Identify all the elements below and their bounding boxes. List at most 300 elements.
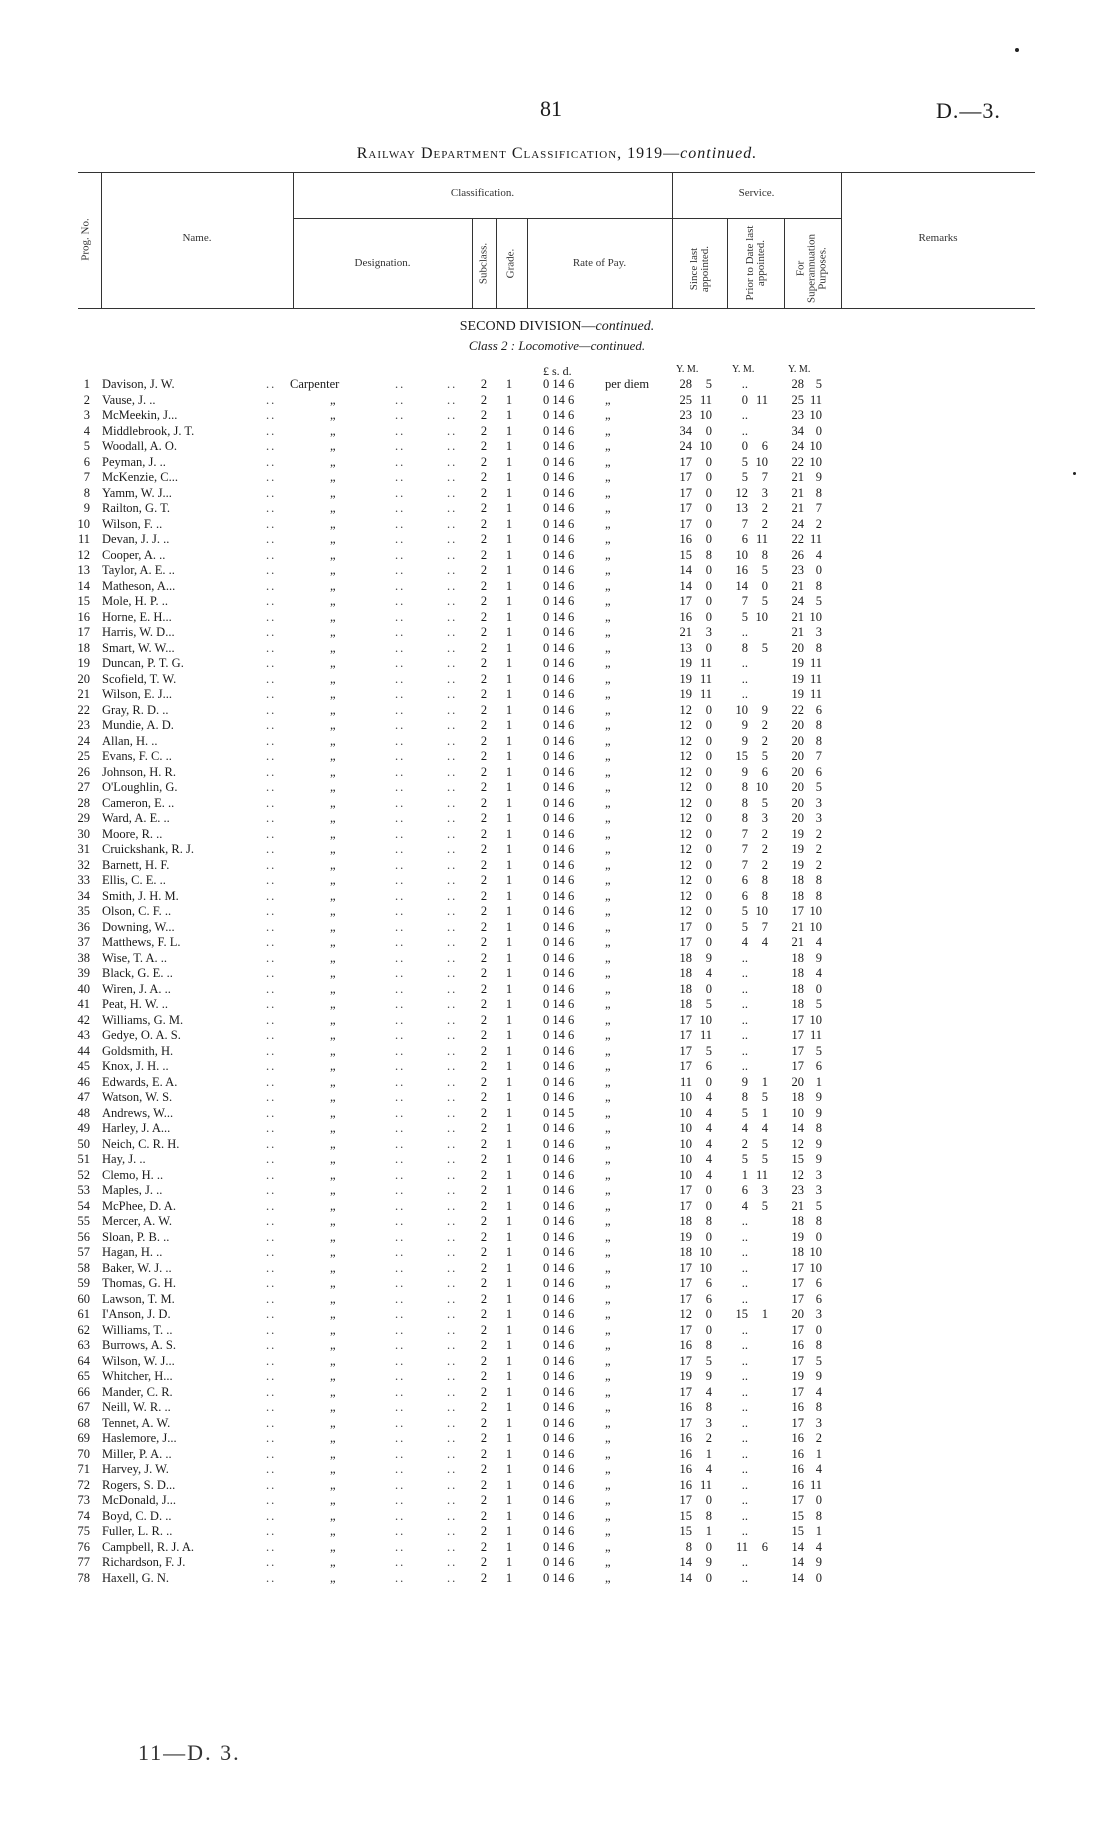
prior-years: 5 [741, 919, 748, 934]
prog-no: 8 [83, 485, 90, 500]
staff-name: Peat, H. W. .. [102, 997, 168, 1011]
subclass: 2 [480, 1353, 488, 1368]
staff-name: Barnett, H. F. [102, 857, 170, 872]
prior-years: 12 [735, 485, 748, 500]
grade: 1 [505, 1446, 513, 1461]
rate-of-pay: 0 14 6 [543, 1477, 575, 1492]
rate-of-pay: 0 14 6 [543, 795, 575, 810]
prior-years: 9 [741, 1074, 748, 1089]
prior-months: 8 [761, 547, 768, 562]
staff-name: Richardson, F. J. [102, 1555, 186, 1569]
staff-name: McDonald, J... [102, 1493, 176, 1507]
staff-name: Baker, W. J. .. [102, 1260, 172, 1275]
super-months: 8 [815, 1121, 822, 1135]
leader-dots: .. [266, 826, 277, 841]
leader-dots: .. [447, 966, 458, 980]
section-main: SECOND DIVISION— [459, 319, 596, 334]
leader-dots: .. [447, 919, 458, 934]
prior-months: 11 [755, 392, 768, 407]
prog-no: 26 [77, 764, 90, 779]
prog-no: 68 [77, 1415, 90, 1430]
prog-no: 71 [77, 1462, 90, 1476]
since-months: 4 [705, 1105, 712, 1120]
super-years: 21 [791, 1198, 804, 1213]
table-row [0, 563, 1114, 579]
rate-of-pay: 0 14 6 [543, 485, 575, 500]
col-divider [496, 218, 497, 308]
leader-dots: .. [395, 609, 406, 624]
since-months: 2 [705, 1431, 712, 1445]
since-years: 14 [679, 563, 692, 577]
leader-dots: .. [395, 1260, 406, 1275]
header-grade: Grade. [504, 248, 517, 279]
pay-period: „ [605, 439, 611, 453]
leader-dots: .. [395, 873, 406, 887]
super-months: 7 [815, 749, 822, 763]
designation: „ [330, 826, 336, 841]
super-years: 18 [791, 997, 804, 1011]
designation: „ [330, 1555, 336, 1569]
rate-of-pay: 0 14 6 [543, 1167, 575, 1182]
leader-dots: .. [266, 904, 277, 918]
subclass: 2 [480, 1090, 488, 1104]
since-months: 0 [705, 609, 712, 624]
since-years: 15 [679, 1508, 692, 1523]
rate-of-pay: 0 14 6 [543, 718, 575, 732]
leader-dots: .. [447, 1446, 458, 1461]
pay-period: „ [605, 718, 611, 732]
grade: 1 [505, 423, 513, 438]
leader-dots: .. [447, 578, 458, 593]
designation: „ [330, 1415, 336, 1430]
since-months: 11 [699, 1477, 712, 1492]
since-years: 12 [679, 873, 692, 887]
leader-dots: .. [395, 1121, 406, 1135]
pay-period: „ [605, 857, 611, 872]
leader-dots: .. [447, 377, 458, 391]
prior-years: .. [741, 377, 748, 391]
leader-dots: .. [266, 873, 277, 887]
subclass: 2 [480, 1136, 488, 1151]
prior-years: .. [741, 1524, 748, 1538]
prog-no: 65 [77, 1369, 90, 1383]
table-row [0, 1493, 1114, 1509]
super-months: 1 [815, 1446, 822, 1461]
subclass: 2 [480, 1555, 488, 1569]
grade: 1 [505, 702, 513, 717]
since-months: 0 [705, 919, 712, 934]
since-years: 11 [679, 1074, 692, 1089]
since-months: 11 [699, 687, 712, 701]
subclass: 2 [480, 1570, 488, 1585]
since-months: 0 [705, 1307, 712, 1321]
since-years: 12 [679, 733, 692, 748]
super-years: 19 [791, 857, 804, 872]
prog-no: 57 [77, 1245, 90, 1259]
since-months: 5 [705, 377, 712, 391]
super-months: 8 [815, 873, 822, 887]
leader-dots: .. [447, 656, 458, 670]
prior-months: 6 [761, 439, 768, 453]
super-years: 14 [791, 1121, 804, 1135]
leader-dots: .. [395, 1229, 406, 1244]
since-years: 18 [679, 966, 692, 980]
prior-years: 7 [741, 594, 748, 608]
pay-period: „ [605, 966, 611, 980]
super-years: 12 [791, 1136, 804, 1151]
grade: 1 [505, 888, 513, 903]
leader-dots: .. [266, 1462, 277, 1476]
subclass: 2 [480, 1477, 488, 1492]
prior-months: 10 [755, 904, 768, 918]
since-years: 17 [679, 1291, 692, 1306]
leader-dots: .. [266, 935, 277, 949]
table-row [0, 408, 1114, 424]
table-row [0, 966, 1114, 982]
super-months: 5 [815, 997, 822, 1011]
service-rule [672, 218, 841, 219]
leader-dots: .. [395, 671, 406, 686]
since-months: 0 [705, 1198, 712, 1213]
designation: „ [330, 1105, 336, 1120]
designation: „ [330, 656, 336, 670]
rate-of-pay: 0 14 6 [543, 1353, 575, 1368]
super-months: 4 [815, 935, 822, 949]
leader-dots: .. [395, 718, 406, 732]
table-row [0, 455, 1114, 471]
since-months: 10 [699, 1012, 712, 1027]
table-row [0, 1013, 1114, 1029]
super-years: 20 [791, 640, 804, 655]
subclass: 2 [480, 1415, 488, 1430]
leader-dots: .. [395, 640, 406, 655]
since-months: 11 [699, 392, 712, 407]
table-row [0, 951, 1114, 967]
header-subclass: Subclass. [477, 242, 490, 285]
grade: 1 [505, 1105, 513, 1120]
leader-dots: .. [395, 423, 406, 438]
since-years: 16 [679, 532, 692, 546]
prior-years: .. [741, 1555, 748, 1569]
super-months: 9 [815, 1152, 822, 1166]
since-years: 17 [679, 485, 692, 500]
subclass: 2 [480, 1152, 488, 1166]
rate-of-pay: 0 14 6 [543, 1121, 575, 1135]
since-years: 12 [679, 904, 692, 918]
designation: „ [330, 640, 336, 655]
table-row [0, 811, 1114, 827]
designation: „ [330, 1043, 336, 1058]
prior-years: .. [741, 1028, 748, 1042]
leader-dots: .. [395, 454, 406, 469]
rate-of-pay: 0 14 6 [543, 950, 575, 965]
prior-years: .. [741, 1043, 748, 1058]
designation: „ [330, 1229, 336, 1244]
super-years: 34 [791, 423, 804, 438]
since-months: 0 [705, 1074, 712, 1089]
leader-dots: .. [266, 1322, 277, 1337]
grade: 1 [505, 904, 513, 918]
leader-dots: .. [266, 470, 277, 484]
since-months: 10 [699, 408, 712, 422]
pay-period: per diem [605, 377, 650, 391]
leader-dots: .. [447, 640, 458, 655]
table-row [0, 1292, 1114, 1308]
prog-no: 77 [77, 1555, 90, 1569]
super-years: 22 [791, 532, 804, 546]
prog-no: 38 [77, 950, 90, 965]
super-years: 21 [791, 609, 804, 624]
rate-of-pay: 0 14 6 [543, 656, 575, 670]
super-months: 6 [815, 1276, 822, 1290]
staff-name: Railton, G. T. [102, 501, 170, 515]
prog-no: 41 [77, 997, 90, 1011]
leader-dots: .. [266, 439, 277, 453]
super-years: 18 [791, 873, 804, 887]
prior-months: 11 [755, 532, 768, 546]
designation: „ [330, 1353, 336, 1368]
super-months: 5 [815, 377, 822, 391]
subclass: 2 [480, 485, 488, 500]
staff-name: Moore, R. .. [102, 826, 163, 841]
rate-of-pay: 0 14 6 [543, 423, 575, 438]
leader-dots: .. [266, 780, 277, 794]
rate-of-pay: 0 14 6 [543, 981, 575, 996]
leader-dots: .. [395, 1322, 406, 1337]
leader-dots: .. [447, 1152, 458, 1166]
leader-dots: .. [266, 594, 277, 608]
subclass: 2 [480, 408, 488, 422]
prior-years: 7 [741, 842, 748, 856]
subclass: 2 [480, 1384, 488, 1399]
super-months: 3 [815, 811, 822, 825]
since-years: 10 [679, 1167, 692, 1182]
grade: 1 [505, 454, 513, 469]
prior-months: 5 [761, 1136, 768, 1151]
super-years: 28 [791, 377, 804, 391]
staff-name: Cooper, A. .. [102, 547, 166, 562]
prior-months: 5 [761, 1090, 768, 1104]
classification-rule [293, 218, 672, 219]
subclass: 2 [480, 1260, 488, 1275]
prior-years: 14 [735, 578, 748, 593]
leader-dots: .. [447, 485, 458, 500]
designation: „ [330, 966, 336, 980]
super-years: 14 [791, 1570, 804, 1585]
leader-dots: .. [395, 563, 406, 577]
since-years: 17 [679, 1012, 692, 1027]
rate-of-pay: 0 14 6 [543, 1245, 575, 1259]
since-months: 4 [705, 1384, 712, 1399]
super-months: 6 [815, 1291, 822, 1306]
leader-dots: .. [395, 1198, 406, 1213]
super-years: 16 [791, 1400, 804, 1414]
prog-no: 17 [77, 625, 90, 639]
leader-dots: .. [447, 1555, 458, 1569]
leader-dots: .. [266, 1276, 277, 1290]
prog-no: 15 [77, 594, 90, 608]
subclass: 2 [480, 1338, 488, 1352]
prog-no: 16 [77, 609, 90, 624]
designation: „ [330, 935, 336, 949]
prog-no: 75 [77, 1524, 90, 1538]
staff-name: Smith, J. H. M. [102, 888, 179, 903]
prog-no: 6 [83, 454, 90, 469]
grade: 1 [505, 749, 513, 763]
subclass: 2 [480, 981, 488, 996]
table-row [0, 1555, 1114, 1571]
grade: 1 [505, 1136, 513, 1151]
staff-name: Sloan, P. B. .. [102, 1229, 170, 1244]
table-row [0, 796, 1114, 812]
leader-dots: .. [266, 997, 277, 1011]
prior-years: .. [741, 656, 748, 670]
rate-of-pay: 0 14 6 [543, 997, 575, 1011]
staff-name: Yamm, W. J... [102, 485, 172, 500]
super-years: 17 [791, 1353, 804, 1368]
since-months: 0 [705, 640, 712, 655]
leader-dots: .. [266, 702, 277, 717]
subclass: 2 [480, 997, 488, 1011]
staff-name: Wise, T. A. .. [102, 950, 168, 965]
leader-dots: .. [395, 1338, 406, 1352]
super-months: 4 [815, 1539, 822, 1554]
rate-of-pay: 0 14 6 [543, 1276, 575, 1290]
subclass: 2 [480, 377, 488, 391]
prior-years: .. [741, 1431, 748, 1445]
prior-years: 13 [735, 501, 748, 515]
prog-no: 28 [77, 795, 90, 810]
super-months: 3 [815, 1415, 822, 1430]
rate-of-pay: 0 14 6 [543, 625, 575, 639]
table-row [0, 1338, 1114, 1354]
header-rate-of-pay: Rate of Pay. [572, 257, 627, 269]
table-row [0, 548, 1114, 564]
rate-of-pay: 0 14 6 [543, 966, 575, 980]
designation: „ [330, 625, 336, 639]
leader-dots: .. [266, 1353, 277, 1368]
prior-years: .. [741, 981, 748, 996]
designation: „ [330, 1508, 336, 1523]
leader-dots: .. [395, 857, 406, 872]
leader-dots: .. [447, 811, 458, 825]
table-row [0, 734, 1114, 750]
prior-years: .. [741, 1059, 748, 1073]
since-months: 4 [705, 1462, 712, 1476]
pay-period: „ [605, 1183, 611, 1197]
designation: „ [330, 1322, 336, 1337]
prog-no: 25 [77, 749, 90, 763]
since-months: 0 [705, 516, 712, 531]
grade: 1 [505, 1322, 513, 1337]
designation: „ [330, 1384, 336, 1399]
super-months: 10 [809, 408, 822, 422]
table-row [0, 827, 1114, 843]
since-years: 14 [679, 578, 692, 593]
grade: 1 [505, 1415, 513, 1430]
prior-years: .. [741, 625, 748, 639]
leader-dots: .. [447, 1353, 458, 1368]
since-years: 12 [679, 764, 692, 779]
since-months: 0 [705, 718, 712, 732]
super-months: 1 [815, 1524, 822, 1538]
super-months: 5 [815, 594, 822, 608]
staff-name: McMeekin, J... [102, 408, 178, 422]
prior-years: 15 [735, 1307, 748, 1321]
super-months: 10 [809, 904, 822, 918]
pay-period: „ [605, 532, 611, 546]
leader-dots: .. [395, 578, 406, 593]
subclass: 2 [480, 1322, 488, 1337]
prior-years: 8 [741, 640, 748, 655]
designation: „ [330, 1431, 336, 1445]
prog-no: 32 [77, 857, 90, 872]
pay-period: „ [605, 904, 611, 918]
staff-name: Gray, R. D. .. [102, 702, 169, 717]
pay-period: „ [605, 1431, 611, 1445]
super-months: 9 [815, 1136, 822, 1151]
prog-no: 7 [83, 470, 90, 484]
leader-dots: .. [447, 423, 458, 438]
subclass: 2 [480, 547, 488, 562]
super-months: 0 [815, 1493, 822, 1507]
staff-name: Wilson, E. J... [102, 687, 172, 701]
staff-name: Cruickshank, R. J. [102, 842, 195, 856]
since-years: 12 [679, 780, 692, 794]
leader-dots: .. [266, 795, 277, 810]
prior-months: 1 [761, 1105, 768, 1120]
subclass: 2 [480, 1508, 488, 1523]
super-years: 10 [791, 1105, 804, 1120]
since-months: 0 [705, 702, 712, 717]
since-years: 12 [679, 842, 692, 856]
super-months: 10 [809, 1245, 822, 1259]
super-years: 16 [791, 1338, 804, 1352]
super-years: 25 [791, 392, 804, 407]
leader-dots: .. [395, 1431, 406, 1445]
pay-period: „ [605, 1059, 611, 1073]
designation: „ [330, 547, 336, 562]
designation: „ [330, 1291, 336, 1306]
prog-no: 23 [77, 718, 90, 732]
since-years: 17 [679, 1198, 692, 1213]
table-row [0, 393, 1114, 409]
rate-of-pay: 0 14 6 [543, 532, 575, 546]
subclass: 2 [480, 516, 488, 531]
pay-period: „ [605, 656, 611, 670]
pay-period: „ [605, 392, 611, 407]
leader-dots: .. [447, 733, 458, 748]
table-row [0, 501, 1114, 517]
staff-name: Neich, C. R. H. [102, 1136, 180, 1151]
subclass: 2 [480, 904, 488, 918]
rate-of-pay: 0 14 6 [543, 1307, 575, 1321]
rate-of-pay: 0 14 6 [543, 764, 575, 779]
grade: 1 [505, 547, 513, 562]
since-months: 0 [705, 594, 712, 608]
leader-dots: .. [395, 966, 406, 980]
pay-period: „ [605, 687, 611, 701]
prior-months: 5 [761, 1198, 768, 1213]
since-months: 0 [705, 764, 712, 779]
rate-of-pay: 0 14 6 [543, 377, 575, 391]
leader-dots: .. [266, 1400, 277, 1414]
since-years: 16 [679, 609, 692, 624]
pay-period: „ [605, 1090, 611, 1104]
leader-dots: .. [266, 687, 277, 701]
prior-years: .. [741, 1245, 748, 1259]
rate-of-pay: 0 14 6 [543, 1260, 575, 1275]
